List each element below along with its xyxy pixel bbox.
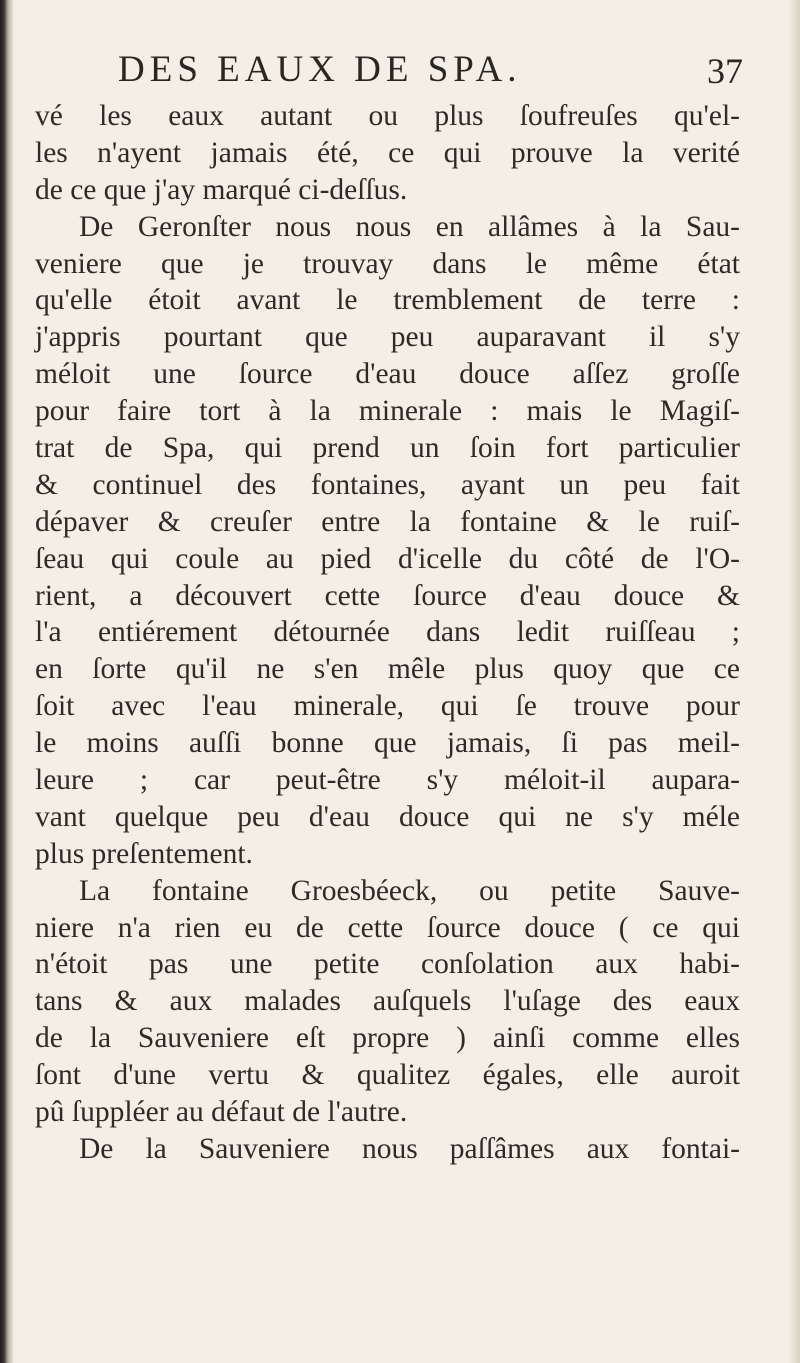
text-line: La fontaine Groesbéeck, ou petite Sauve- (79, 874, 740, 907)
text-line: de ce que j'ay marqué ci-deſſus. (35, 173, 408, 206)
text-line: j'appris pourtant que peu auparavant il s'y (35, 321, 740, 354)
text-line: vé les eaux autant ou plus ſoufreuſes qu'el- (35, 100, 740, 132)
text-line: dépaver & creuſer entre la fontaine & le ruiſ- (35, 505, 740, 538)
text-line: vant quelque peu d'eau douce qui ne s'y méle (35, 800, 740, 833)
text-line: ſoit avec l'eau minerale, qui ſe trouve pour (35, 690, 740, 723)
text-line: leure ; car peut-être s'y méloit-il aupara- (35, 764, 740, 797)
page-number: 37 (707, 51, 743, 91)
page-edge-shadow (788, 0, 800, 1363)
text-line: pour faire tort à la minerale : mais le Magiſ- (35, 395, 740, 428)
text-line: niere n'a rien eu de cette ſource douce ( ce qui (35, 911, 740, 944)
body-text (35, 98, 740, 1168)
text-line: De la Sauveniere nous paſſâmes aux fontai- (79, 1132, 740, 1165)
text-line: en ſorte qu'il ne s'en mêle plus quoy que ce (35, 653, 740, 686)
text-line: les n'ayent jamais été, ce qui prouve la verité (35, 136, 740, 169)
text-line: rient, a découvert cette ſource d'eau douce & (35, 579, 740, 612)
text-line: veniere que je trouvay dans le même état (35, 247, 740, 280)
text-line: l'a entiérement détournée dans ledit ruiſſeau ; (35, 616, 740, 649)
text-line: qu'elle étoit avant le tremblement de terre : (35, 284, 740, 317)
text-line: plus preſentement. (35, 837, 253, 870)
text-line: méloit une ſource d'eau douce aſſez groſſe (35, 358, 740, 391)
binding-gutter (0, 0, 14, 1363)
text-line: ſont d'une vertu & qualitez égales, elle auroit (35, 1059, 740, 1092)
text-line: trat de Spa, qui prend un ſoin fort particulier (35, 432, 740, 465)
text-line: ſeau qui coule au pied d'icelle du côté de l'O- (35, 542, 740, 575)
text-line: pû ſuppléer au défaut de l'autre. (35, 1096, 408, 1129)
text-line: & continuel des fontaines, ayant un peu fait (35, 468, 740, 501)
text-line: n'étoit pas une petite conſolation aux habi- (35, 948, 740, 981)
text-line: De Geronſter nous nous en allâmes à la Sau- (79, 210, 740, 243)
running-head: DES EAUX DE SPA. (118, 49, 522, 90)
text-line: tans & aux malades auſquels l'uſage des eaux (35, 985, 740, 1018)
text-line: de la Sauveniere eſt propre ) ainſi comme elles (35, 1022, 740, 1055)
text-line: le moins auſſi bonne que jamais, ſi pas meil- (35, 727, 740, 760)
page-header (118, 48, 743, 98)
